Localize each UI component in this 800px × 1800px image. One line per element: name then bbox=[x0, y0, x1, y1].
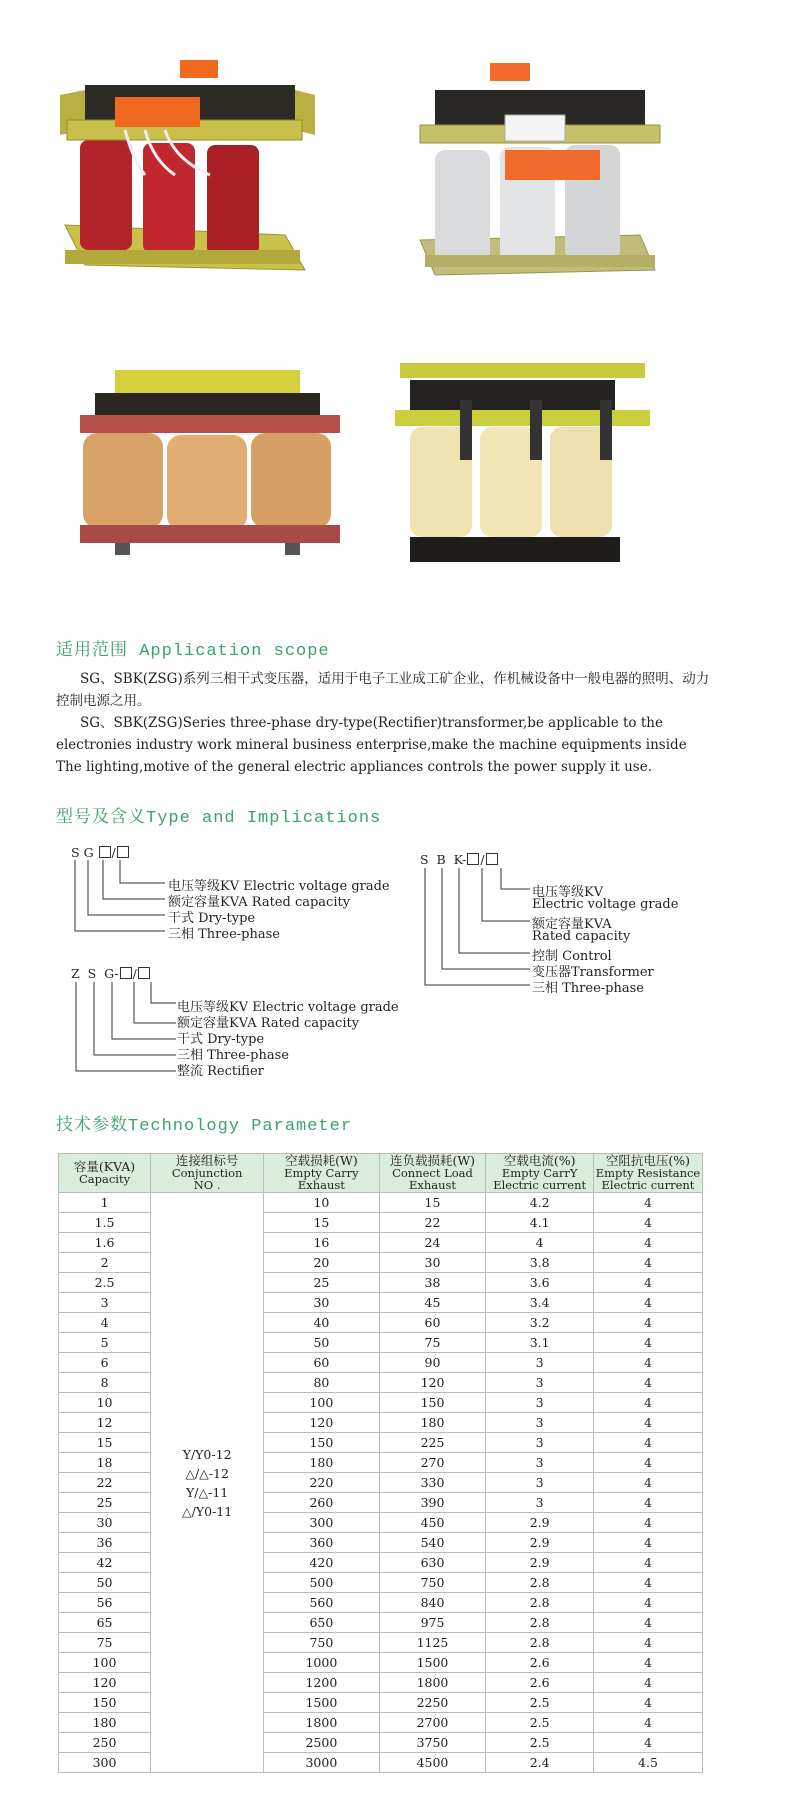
cell-empty-carry-exhaust: 10 bbox=[264, 1193, 379, 1213]
cell-connect-load-exhaust: 1125 bbox=[379, 1633, 486, 1653]
sg-label-capacity: 额定容量KVA Rated capacity bbox=[168, 895, 351, 910]
cell-empty-current: 2.8 bbox=[486, 1593, 594, 1613]
copper-coil-transformer-photo bbox=[75, 365, 345, 565]
cell-resistance-current: 4 bbox=[593, 1273, 702, 1293]
cell-empty-carry-exhaust: 25 bbox=[264, 1273, 379, 1293]
cell-resistance-current: 4 bbox=[593, 1213, 702, 1233]
cell-empty-carry-exhaust: 180 bbox=[264, 1453, 379, 1473]
sbk-dash: - bbox=[462, 852, 467, 867]
cell-capacity: 1.5 bbox=[59, 1213, 151, 1233]
cell-connect-load-exhaust: 3750 bbox=[379, 1733, 486, 1753]
cell-connect-load-exhaust: 4500 bbox=[379, 1753, 486, 1773]
cell-empty-carry-exhaust: 2500 bbox=[264, 1733, 379, 1753]
cell-empty-carry-exhaust: 650 bbox=[264, 1613, 379, 1633]
cell-empty-carry-exhaust: 40 bbox=[264, 1313, 379, 1333]
cell-connect-load-exhaust: 975 bbox=[379, 1613, 486, 1633]
cell-connect-load-exhaust: 38 bbox=[379, 1273, 486, 1293]
zsg-model-code: Z S G- / bbox=[71, 966, 151, 981]
cell-resistance-current: 4 bbox=[593, 1353, 702, 1373]
cell-capacity: 50 bbox=[59, 1573, 151, 1593]
conjunction-code: △/Y0-11 bbox=[182, 1503, 233, 1519]
header-empty-carry bbox=[264, 1154, 379, 1193]
cell-empty-carry-exhaust: 560 bbox=[264, 1593, 379, 1613]
application-cn-text: SG、SBK(ZSG)系列三相干式变压器，适用于电子工业成工矿企业，作机械设备中一般电器的照明、动力控制电源之用。 bbox=[56, 671, 710, 709]
sg-letter-g: G bbox=[83, 845, 94, 860]
cell-empty-carry-exhaust: 3000 bbox=[264, 1753, 379, 1773]
cell-capacity: 42 bbox=[59, 1553, 151, 1573]
cell-empty-carry-exhaust: 1200 bbox=[264, 1673, 379, 1693]
cell-capacity: 56 bbox=[59, 1593, 151, 1613]
cell-empty-carry-exhaust: 260 bbox=[264, 1493, 379, 1513]
cell-capacity: 15 bbox=[59, 1433, 151, 1453]
cell-empty-current: 3.4 bbox=[486, 1293, 594, 1313]
cell-empty-current: 2.4 bbox=[486, 1753, 594, 1773]
cell-connect-load-exhaust: 60 bbox=[379, 1313, 486, 1333]
zsg-dash: - bbox=[114, 966, 119, 981]
header-capacity bbox=[59, 1154, 151, 1193]
cell-empty-carry-exhaust: 30 bbox=[264, 1293, 379, 1313]
header-connect-load-en2: Exhaust bbox=[408, 1178, 457, 1192]
cell-connect-load-exhaust: 2250 bbox=[379, 1693, 486, 1713]
cell-capacity: 8 bbox=[59, 1373, 151, 1393]
cell-empty-current: 3 bbox=[486, 1493, 594, 1513]
cell-connect-load-exhaust: 24 bbox=[379, 1233, 486, 1253]
cell-resistance-current: 4 bbox=[593, 1733, 702, 1753]
conjunction-code: Y/△-11 bbox=[186, 1484, 229, 1500]
cell-capacity: 25 bbox=[59, 1493, 151, 1513]
cell-empty-current: 3.2 bbox=[486, 1313, 594, 1333]
header-empty-current-en: Empty CarrY bbox=[501, 1166, 578, 1180]
cell-capacity: 250 bbox=[59, 1733, 151, 1753]
cell-resistance-current: 4 bbox=[593, 1593, 702, 1613]
cell-resistance-current: 4 bbox=[593, 1233, 702, 1253]
cell-empty-current: 2.5 bbox=[486, 1733, 594, 1753]
header-empty-current bbox=[486, 1154, 594, 1193]
cell-empty-carry-exhaust: 300 bbox=[264, 1513, 379, 1533]
sbk-connector-lines bbox=[415, 866, 535, 991]
zsg-letter-s: S bbox=[87, 966, 97, 981]
cell-empty-carry-exhaust: 16 bbox=[264, 1233, 379, 1253]
cell-connect-load-exhaust: 450 bbox=[379, 1513, 486, 1533]
cell-empty-carry-exhaust: 15 bbox=[264, 1213, 379, 1233]
sg-box-capacity bbox=[99, 846, 111, 858]
cell-empty-current: 4.1 bbox=[486, 1213, 594, 1233]
cell-empty-current: 3 bbox=[486, 1473, 594, 1493]
cell-resistance-current: 4.5 bbox=[593, 1753, 702, 1773]
sbk-label-transformer: 变压器Transformer bbox=[532, 965, 654, 980]
cell-resistance-current: 4 bbox=[593, 1533, 702, 1553]
cell-connect-load-exhaust: 390 bbox=[379, 1493, 486, 1513]
technology-parameter-title: 技术参数Technology Parameter bbox=[56, 1117, 353, 1136]
cell-capacity: 1.6 bbox=[59, 1233, 151, 1253]
cell-capacity: 65 bbox=[59, 1613, 151, 1633]
sg-box-voltage bbox=[117, 846, 129, 858]
sbk-box-voltage bbox=[486, 853, 498, 865]
cell-capacity: 12 bbox=[59, 1413, 151, 1433]
cell-capacity: 22 bbox=[59, 1473, 151, 1493]
zsg-box-voltage bbox=[138, 967, 150, 979]
cell-empty-current: 2.8 bbox=[486, 1613, 594, 1633]
cell-connect-load-exhaust: 90 bbox=[379, 1353, 486, 1373]
cell-capacity: 2.5 bbox=[59, 1273, 151, 1293]
cell-capacity: 100 bbox=[59, 1653, 151, 1673]
header-resistance-en2: Electric current bbox=[601, 1178, 695, 1192]
cell-empty-current: 3 bbox=[486, 1393, 594, 1413]
cell-resistance-current: 4 bbox=[593, 1613, 702, 1633]
cell-connect-load-exhaust: 15 bbox=[379, 1193, 486, 1213]
cell-empty-carry-exhaust: 750 bbox=[264, 1633, 379, 1653]
cell-capacity: 4 bbox=[59, 1313, 151, 1333]
cell-empty-current: 3 bbox=[486, 1413, 594, 1433]
header-resistance bbox=[593, 1154, 702, 1193]
cell-resistance-current: 4 bbox=[593, 1673, 702, 1693]
cell-capacity: 300 bbox=[59, 1753, 151, 1773]
cell-connect-load-exhaust: 630 bbox=[379, 1553, 486, 1573]
cell-connect-load-exhaust: 2700 bbox=[379, 1713, 486, 1733]
cell-empty-carry-exhaust: 100 bbox=[264, 1393, 379, 1413]
cell-connect-load-exhaust: 180 bbox=[379, 1413, 486, 1433]
cell-connect-load-exhaust: 225 bbox=[379, 1433, 486, 1453]
cell-empty-current: 3 bbox=[486, 1353, 594, 1373]
header-resistance-cn: 空阻抗电压(%) bbox=[605, 1153, 691, 1168]
sg-model-code: S G / bbox=[71, 845, 130, 860]
conjunction-code: △/△-12 bbox=[185, 1465, 229, 1481]
sbk-model-code: S B K- / bbox=[420, 852, 499, 867]
cell-empty-current: 4.2 bbox=[486, 1193, 594, 1213]
cell-empty-carry-exhaust: 360 bbox=[264, 1533, 379, 1553]
cell-resistance-current: 4 bbox=[593, 1553, 702, 1573]
cell-resistance-current: 4 bbox=[593, 1393, 702, 1413]
cell-empty-carry-exhaust: 60 bbox=[264, 1353, 379, 1373]
zsg-label-capacity: 额定容量KVA Rated capacity bbox=[177, 1016, 360, 1031]
cell-capacity: 75 bbox=[59, 1633, 151, 1653]
cell-empty-carry-exhaust: 1800 bbox=[264, 1713, 379, 1733]
header-empty-carry-cn: 空载损耗(W) bbox=[285, 1153, 358, 1168]
cell-empty-carry-exhaust: 220 bbox=[264, 1473, 379, 1493]
cell-resistance-current: 4 bbox=[593, 1713, 702, 1733]
cell-capacity: 30 bbox=[59, 1513, 151, 1533]
zsg-label-threephase: 三相 Three-phase bbox=[177, 1048, 289, 1063]
zsg-connector-lines bbox=[66, 980, 181, 1080]
zsg-label-drytype: 干式 Dry-type bbox=[177, 1032, 265, 1047]
cell-resistance-current: 4 bbox=[593, 1633, 702, 1653]
cell-empty-carry-exhaust: 80 bbox=[264, 1373, 379, 1393]
cell-connect-load-exhaust: 22 bbox=[379, 1213, 486, 1233]
cell-empty-current: 4 bbox=[486, 1233, 594, 1253]
table-body bbox=[59, 1193, 703, 1773]
header-empty-current-en2: Electric current bbox=[493, 1178, 587, 1192]
parameter-table bbox=[58, 1153, 703, 1773]
application-en-text: SG、SBK(ZSG)Series three-phase dry-type(Rectifier)transformer,be applicable to the electronies industry work mineral business enterprise,make the machine equipments inside The lighting,motive of the general electric appliances controls the power supply it use. bbox=[56, 715, 687, 775]
cell-empty-carry-exhaust: 120 bbox=[264, 1413, 379, 1433]
sbk-box-capacity bbox=[467, 853, 479, 865]
cell-empty-current: 3 bbox=[486, 1373, 594, 1393]
cell-empty-current: 2.9 bbox=[486, 1553, 594, 1573]
sbk-label-control: 控制 Control bbox=[532, 949, 612, 964]
cell-resistance-current: 4 bbox=[593, 1253, 702, 1273]
zsg-label-voltage: 电压等级KV Electric voltage grade bbox=[177, 1000, 399, 1015]
zsg-letter-z: Z bbox=[71, 966, 80, 981]
sbk-letter-k: K bbox=[453, 852, 463, 867]
cell-capacity: 6 bbox=[59, 1353, 151, 1373]
header-capacity-en: Capacity bbox=[78, 1172, 131, 1186]
header-connect-load bbox=[379, 1154, 486, 1193]
cell-empty-carry-exhaust: 150 bbox=[264, 1433, 379, 1453]
conjunction-code: Y/Y0-12 bbox=[182, 1446, 232, 1462]
cell-connect-load-exhaust: 750 bbox=[379, 1573, 486, 1593]
cell-connect-load-exhaust: 45 bbox=[379, 1293, 486, 1313]
cell-empty-carry-exhaust: 1500 bbox=[264, 1693, 379, 1713]
cell-resistance-current: 4 bbox=[593, 1493, 702, 1513]
sg-label-voltage: 电压等级KV Electric voltage grade bbox=[168, 879, 390, 894]
yellow-frame-transformer-photo bbox=[390, 355, 655, 575]
cell-empty-current: 2.8 bbox=[486, 1633, 594, 1653]
cell-connect-load-exhaust: 150 bbox=[379, 1393, 486, 1413]
zsg-label-rectifier: 整流 Rectifier bbox=[177, 1064, 264, 1079]
cell-capacity: 36 bbox=[59, 1533, 151, 1553]
zsg-letter-g: G bbox=[104, 966, 115, 981]
header-empty-carry-en: Empty Carry bbox=[284, 1166, 359, 1180]
header-conjunction-en2: NO . bbox=[193, 1178, 221, 1192]
sbk-label-capacity-cn: 额定容量KVA bbox=[532, 917, 612, 932]
type-implications-title: 型号及含义Type and Implications bbox=[56, 809, 382, 828]
header-empty-current-cn: 空载电流(%) bbox=[503, 1153, 576, 1168]
cell-resistance-current: 4 bbox=[593, 1313, 702, 1333]
cell-connect-load-exhaust: 330 bbox=[379, 1473, 486, 1493]
cell-capacity: 1 bbox=[59, 1193, 151, 1213]
cell-capacity: 10 bbox=[59, 1393, 151, 1413]
cell-resistance-current: 4 bbox=[593, 1473, 702, 1493]
cell-empty-current: 2.9 bbox=[486, 1533, 594, 1553]
cell-capacity: 3 bbox=[59, 1293, 151, 1313]
cell-connect-load-exhaust: 75 bbox=[379, 1333, 486, 1353]
sbk-label-capacity-en: Rated capacity bbox=[532, 929, 631, 944]
cell-resistance-current: 4 bbox=[593, 1293, 702, 1313]
sg-label-threephase: 三相 Three-phase bbox=[168, 927, 280, 942]
header-conjunction bbox=[151, 1154, 264, 1193]
cell-capacity: 180 bbox=[59, 1713, 151, 1733]
cell-empty-carry-exhaust: 420 bbox=[264, 1553, 379, 1573]
cell-connect-load-exhaust: 1800 bbox=[379, 1673, 486, 1693]
sbk-label-voltage-en: Electric voltage grade bbox=[532, 897, 679, 912]
cell-resistance-current: 4 bbox=[593, 1513, 702, 1533]
application-description bbox=[56, 668, 716, 778]
cell-empty-carry-exhaust: 20 bbox=[264, 1253, 379, 1273]
sbk-label-voltage-cn: 电压等级KV bbox=[532, 885, 604, 900]
sbk-label-threephase: 三相 Three-phase bbox=[532, 981, 644, 996]
header-conjunction-en: Conjunction bbox=[171, 1166, 243, 1180]
cell-connect-load-exhaust: 270 bbox=[379, 1453, 486, 1473]
cell-connect-load-exhaust: 120 bbox=[379, 1373, 486, 1393]
application-scope-title: 适用范围 Application scope bbox=[56, 642, 330, 661]
cell-empty-current: 2.6 bbox=[486, 1673, 594, 1693]
header-resistance-en: Empty Resistance bbox=[595, 1166, 701, 1180]
cell-empty-current: 2.9 bbox=[486, 1513, 594, 1533]
sbk-letter-s: S bbox=[420, 852, 429, 867]
cell-resistance-current: 4 bbox=[593, 1413, 702, 1433]
cell-resistance-current: 4 bbox=[593, 1193, 702, 1213]
cell-empty-carry-exhaust: 50 bbox=[264, 1333, 379, 1353]
cell-resistance-current: 4 bbox=[593, 1333, 702, 1353]
cell-capacity: 120 bbox=[59, 1673, 151, 1693]
cell-empty-current: 3 bbox=[486, 1453, 594, 1473]
cell-capacity: 150 bbox=[59, 1693, 151, 1713]
cell-resistance-current: 4 bbox=[593, 1453, 702, 1473]
cell-empty-current: 2.8 bbox=[486, 1573, 594, 1593]
header-empty-carry-en2: Exhaust bbox=[297, 1178, 345, 1192]
cell-capacity: 18 bbox=[59, 1453, 151, 1473]
cell-resistance-current: 4 bbox=[593, 1373, 702, 1393]
cell-conjunction bbox=[151, 1193, 264, 1773]
cell-empty-current: 3.6 bbox=[486, 1273, 594, 1293]
cell-empty-current: 3.1 bbox=[486, 1333, 594, 1353]
cell-empty-current: 3 bbox=[486, 1433, 594, 1453]
sbk-letter-b: B bbox=[436, 852, 446, 867]
cell-resistance-current: 4 bbox=[593, 1433, 702, 1453]
sg-connector-lines bbox=[60, 858, 170, 938]
cell-empty-current: 3.8 bbox=[486, 1253, 594, 1273]
cell-connect-load-exhaust: 840 bbox=[379, 1593, 486, 1613]
cell-resistance-current: 4 bbox=[593, 1573, 702, 1593]
cell-empty-current: 2.6 bbox=[486, 1653, 594, 1673]
header-connect-load-cn: 连负载损耗(W) bbox=[389, 1153, 476, 1168]
cell-capacity: 5 bbox=[59, 1333, 151, 1353]
zsg-box-capacity bbox=[120, 967, 132, 979]
cell-resistance-current: 4 bbox=[593, 1693, 702, 1713]
cell-empty-current: 2.5 bbox=[486, 1693, 594, 1713]
cell-connect-load-exhaust: 30 bbox=[379, 1253, 486, 1273]
header-connect-load-en: Connect Load bbox=[392, 1166, 473, 1180]
red-coil-transformer-photo bbox=[55, 55, 325, 325]
cell-capacity: 2 bbox=[59, 1253, 151, 1273]
cell-empty-current: 2.5 bbox=[486, 1713, 594, 1733]
cell-empty-carry-exhaust: 1000 bbox=[264, 1653, 379, 1673]
cell-connect-load-exhaust: 1500 bbox=[379, 1653, 486, 1673]
header-conjunction-cn: 连接组标号 bbox=[175, 1153, 239, 1168]
cell-resistance-current: 4 bbox=[593, 1653, 702, 1673]
sg-letter-s: S bbox=[71, 845, 80, 860]
cell-connect-load-exhaust: 540 bbox=[379, 1533, 486, 1553]
cell-empty-carry-exhaust: 500 bbox=[264, 1573, 379, 1593]
sg-label-drytype: 干式 Dry-type bbox=[168, 911, 256, 926]
table-header-row bbox=[59, 1154, 703, 1193]
table-row bbox=[59, 1193, 703, 1213]
header-capacity-cn: 容量(KVA) bbox=[73, 1159, 136, 1174]
silver-coil-transformer-photo bbox=[410, 55, 685, 325]
